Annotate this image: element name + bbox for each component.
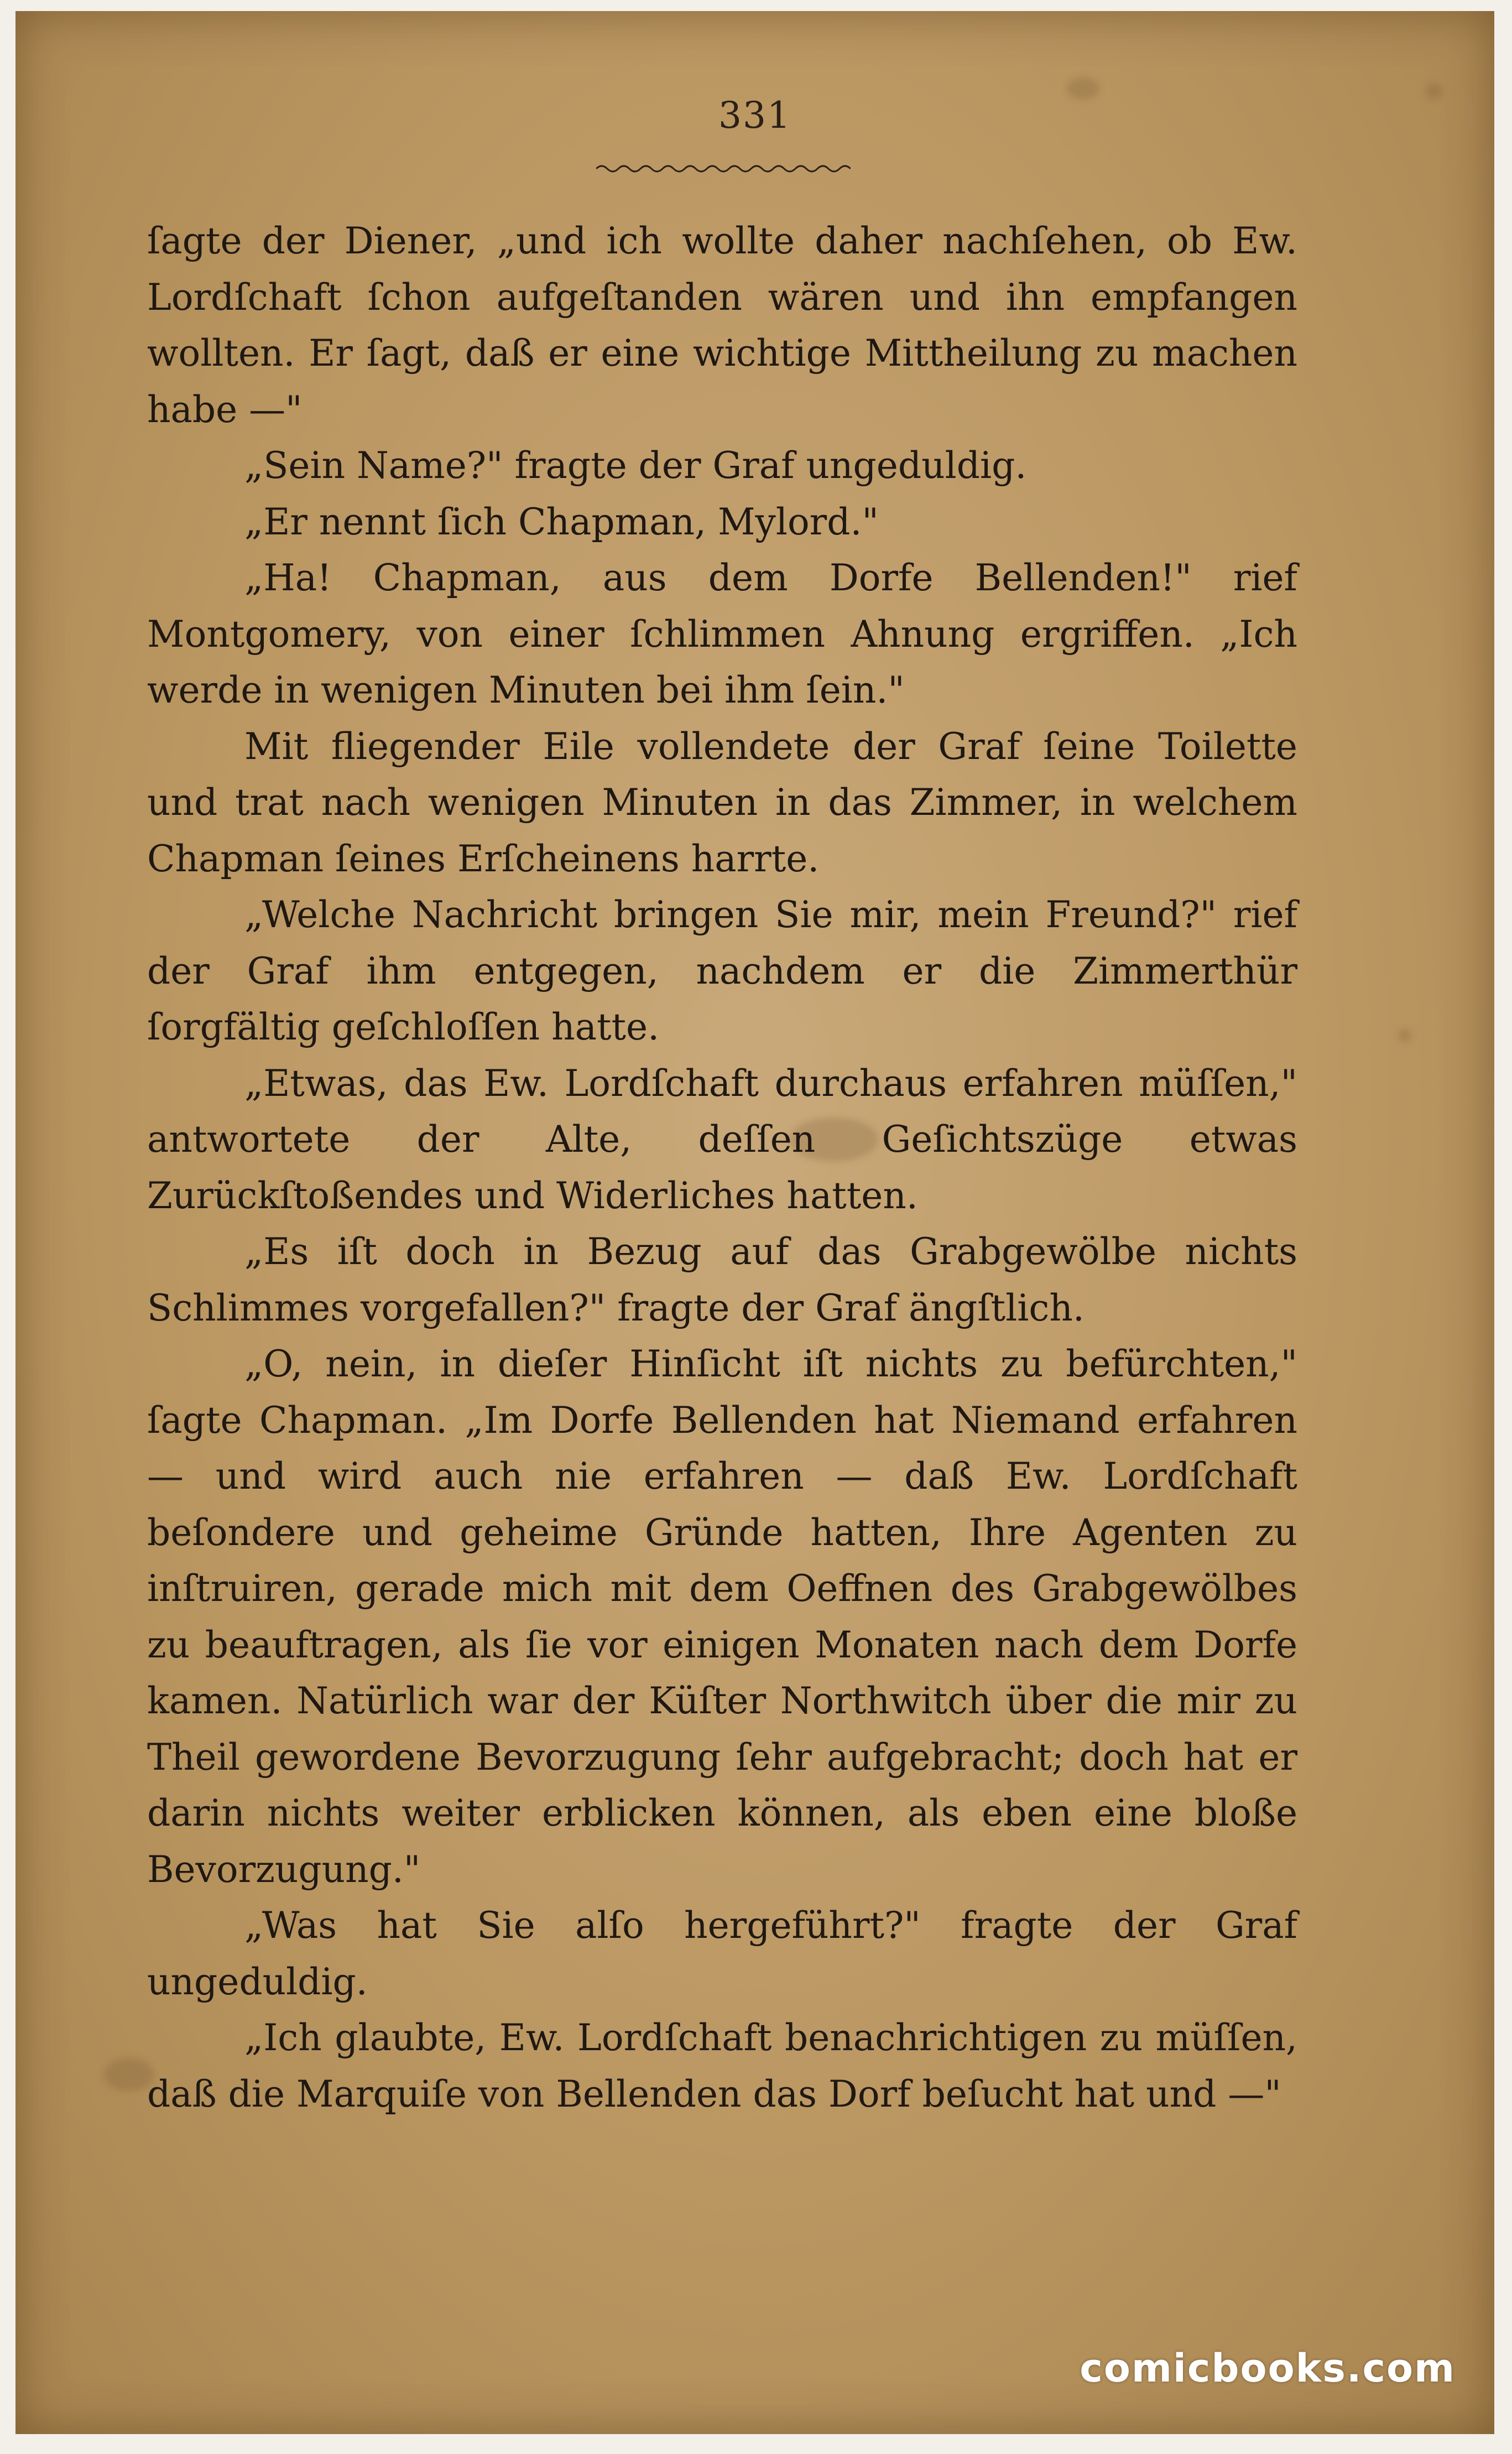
paragraph: „Ha! Chapman, aus dem Dorfe Bellenden!" rief Montgomery, von einer ſchlimmen Ahnung ergriffen. „Ich werde in wenigen Minuten bei ihm ſein." [147, 557, 1297, 711]
paragraph: ſagte der Diener, „und ich wollte daher nachſehen, ob Ew. Lordſchaft ſchon aufgeſtanden wären und ihn empfangen wollten. Er ſagt, daß er eine wichtige Mittheilung zu machen habe —" [147, 220, 1297, 431]
paper-stain [104, 2058, 154, 2091]
wavy-ornament-divider [596, 160, 851, 177]
paragraph: „Was hat Sie alſo hergeführt?" fragte der Graf ungeduldig. [147, 1904, 1297, 2003]
page-number: 331 [718, 94, 791, 137]
paragraph: „Etwas, das Ew. Lordſchaft durchaus erfahren müſſen," antwortete der Alte, deſſen Geſichtszüge etwas Zurückſtoßendes und Widerliches hatten. [147, 1062, 1297, 1217]
book-page [15, 11, 1494, 2434]
paragraph: „Er nennt ſich Chapman, Mylord." [244, 500, 879, 543]
paragraph: „Es iſt doch in Bezug auf das Grabgewölbe nichts Schlimmes vorgefallen?" fragte der Graf ängſtlich. [147, 1230, 1297, 1329]
watermark: comicbooks.com [1080, 2346, 1456, 2391]
paragraph: Mit fliegender Eile vollendete der Graf ſeine Toilette und trat nach wenigen Minuten in das Zimmer, in welchem Chapman ſeines Erſcheinens harrte. [147, 725, 1297, 880]
paragraph: „Ich glaubte, Ew. Lordſchaft benachrichtigen zu müſſen, daß die Marquiſe von Bellenden das Dorf beſucht hat und —" [147, 2016, 1297, 2115]
paper-stain [1398, 1029, 1411, 1042]
body-text [147, 213, 1297, 2122]
paragraph: „Welche Nachricht bringen Sie mir, mein Freund?" rief der Graf ihm entgegen, nachdem er die Zimmerthür ſorgfältig geſchloſſen hatte. [147, 893, 1297, 1048]
paragraph: „Sein Name?" fragte der Graf ungeduldig. [244, 444, 1027, 487]
paragraph: „O, nein, in dieſer Hinſicht iſt nichts zu befürchten," ſagte Chapman. „Im Dorfe Bellenden hat Niemand erfahren — und wird auch nie erfahren — daß Ew. Lordſchaft beſondere und geheime Gründe hatten, Ihre Agenten zu inſtruiren, gerade mich mit dem Oeffnen des Grabgewölbes zu beauftragen, als ſie vor einigen Monaten nach dem Dorfe kamen. Natürlich war der Küſter Northwitch über die mir zu Theil gewordene Bevorzugung ſehr aufgebracht; doch hat er darin nichts weiter erblicken können, als eben eine bloße Bevorzugung." [147, 1343, 1297, 1891]
